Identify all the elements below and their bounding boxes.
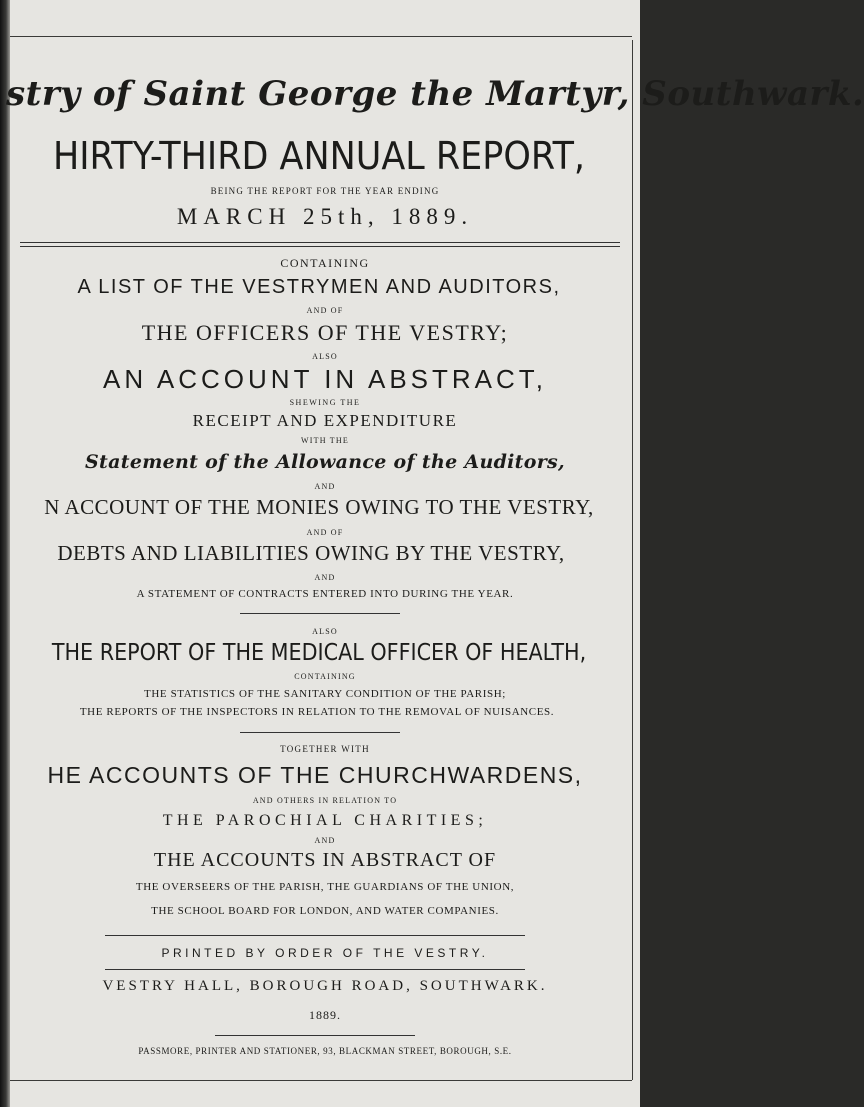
and-of-label-2: AND OF [306, 528, 344, 537]
school-board-line: THE SCHOOL BOARD FOR LONDON, AND WATER COMPANIES. [151, 905, 499, 917]
sanitary-statistics-line: THE STATISTICS OF THE SANITARY CONDITION OF THE PARISH; [144, 688, 506, 700]
inspectors-reports-line: THE REPORTS OF THE INSPECTORS IN RELATION TO THE REMOVAL OF NUISANCES. [79, 706, 555, 718]
title-page [6, 0, 864, 1107]
publication-year: 1889. [309, 1008, 341, 1022]
with-the-label: WITH THE [301, 436, 349, 445]
footer-divider-1 [105, 935, 525, 936]
and-of-label-1: AND OF [306, 306, 344, 315]
being-the-report-line: BEING THE REPORT FOR THE YEAR ENDING [210, 186, 440, 196]
containing-label-2: CONTAINING [294, 672, 356, 681]
parish-name: stry of Saint George the Martyr, Southwark. [6, 74, 864, 114]
medical-officer-line: THE REPORT OF THE MEDICAL OFFICER OF HEALTH, [51, 640, 587, 666]
monies-owing-line: N ACCOUNT OF THE MONIES OWING TO THE VESTRY, [44, 495, 594, 519]
vestry-hall-address: VESTRY HALL, BOROUGH ROAD, SOUTHWARK. [102, 978, 548, 994]
officers-line: THE OFFICERS OF THE VESTRY; [141, 320, 509, 345]
page-border-top [10, 36, 632, 37]
vestrymen-list-line: A LIST OF THE VESTRYMEN AND AUDITORS, [77, 276, 561, 298]
debts-liabilities-line: DEBTS AND LIABILITIES OWING BY THE VESTRY, [57, 541, 565, 565]
receipt-expenditure-line: RECEIPT AND EXPENDITURE [192, 411, 458, 430]
containing-label: CONTAINING [280, 256, 370, 270]
and-label-2: AND [314, 573, 336, 582]
shewing-label: SHEWING THE [289, 398, 361, 407]
also-label-2: ALSO [312, 627, 338, 636]
and-label-1: AND [314, 482, 336, 491]
auditors-statement-line: Statement of the Allowance of the Auditors, [85, 451, 565, 473]
together-with-label: TOGETHER WITH [280, 744, 370, 754]
overseers-line: THE OVERSEERS OF THE PARISH, THE GUARDIANS OF THE UNION, [135, 881, 515, 893]
page-border-bottom [10, 1080, 632, 1081]
printed-by-order-line: PRINTED BY ORDER OF THE VESTRY. [161, 946, 489, 960]
others-relation-label: AND OTHERS IN RELATION TO [252, 796, 398, 805]
report-date: MARCH 25th, 1889. [176, 204, 474, 229]
page-border-right [632, 40, 633, 1080]
churchwardens-line: HE ACCOUNTS OF THE CHURCHWARDENS, [47, 762, 583, 788]
health-divider [240, 732, 400, 733]
parochial-charities-line: THE PAROCHIAL CHARITIES; [162, 812, 488, 829]
contracts-line: A STATEMENT OF CONTRACTS ENTERED INTO DURING THE YEAR. [136, 588, 514, 600]
footer-divider-2 [105, 969, 525, 970]
account-abstract-line: AN ACCOUNT IN ABSTRACT, [102, 364, 548, 394]
contracts-divider [240, 613, 400, 614]
footer-divider-3 [215, 1035, 415, 1036]
accounts-abstract-line: THE ACCOUNTS IN ABSTRACT OF [153, 849, 497, 871]
and-label-3: AND [314, 836, 336, 845]
printer-imprint: PASSMORE, PRINTER AND STATIONER, 93, BLACKMAN STREET, BOROUGH, S.E. [138, 1046, 512, 1056]
also-label-1: ALSO [312, 352, 338, 361]
header-divider [20, 242, 620, 247]
report-title: HIRTY-THIRD ANNUAL REPORT, [52, 134, 586, 178]
